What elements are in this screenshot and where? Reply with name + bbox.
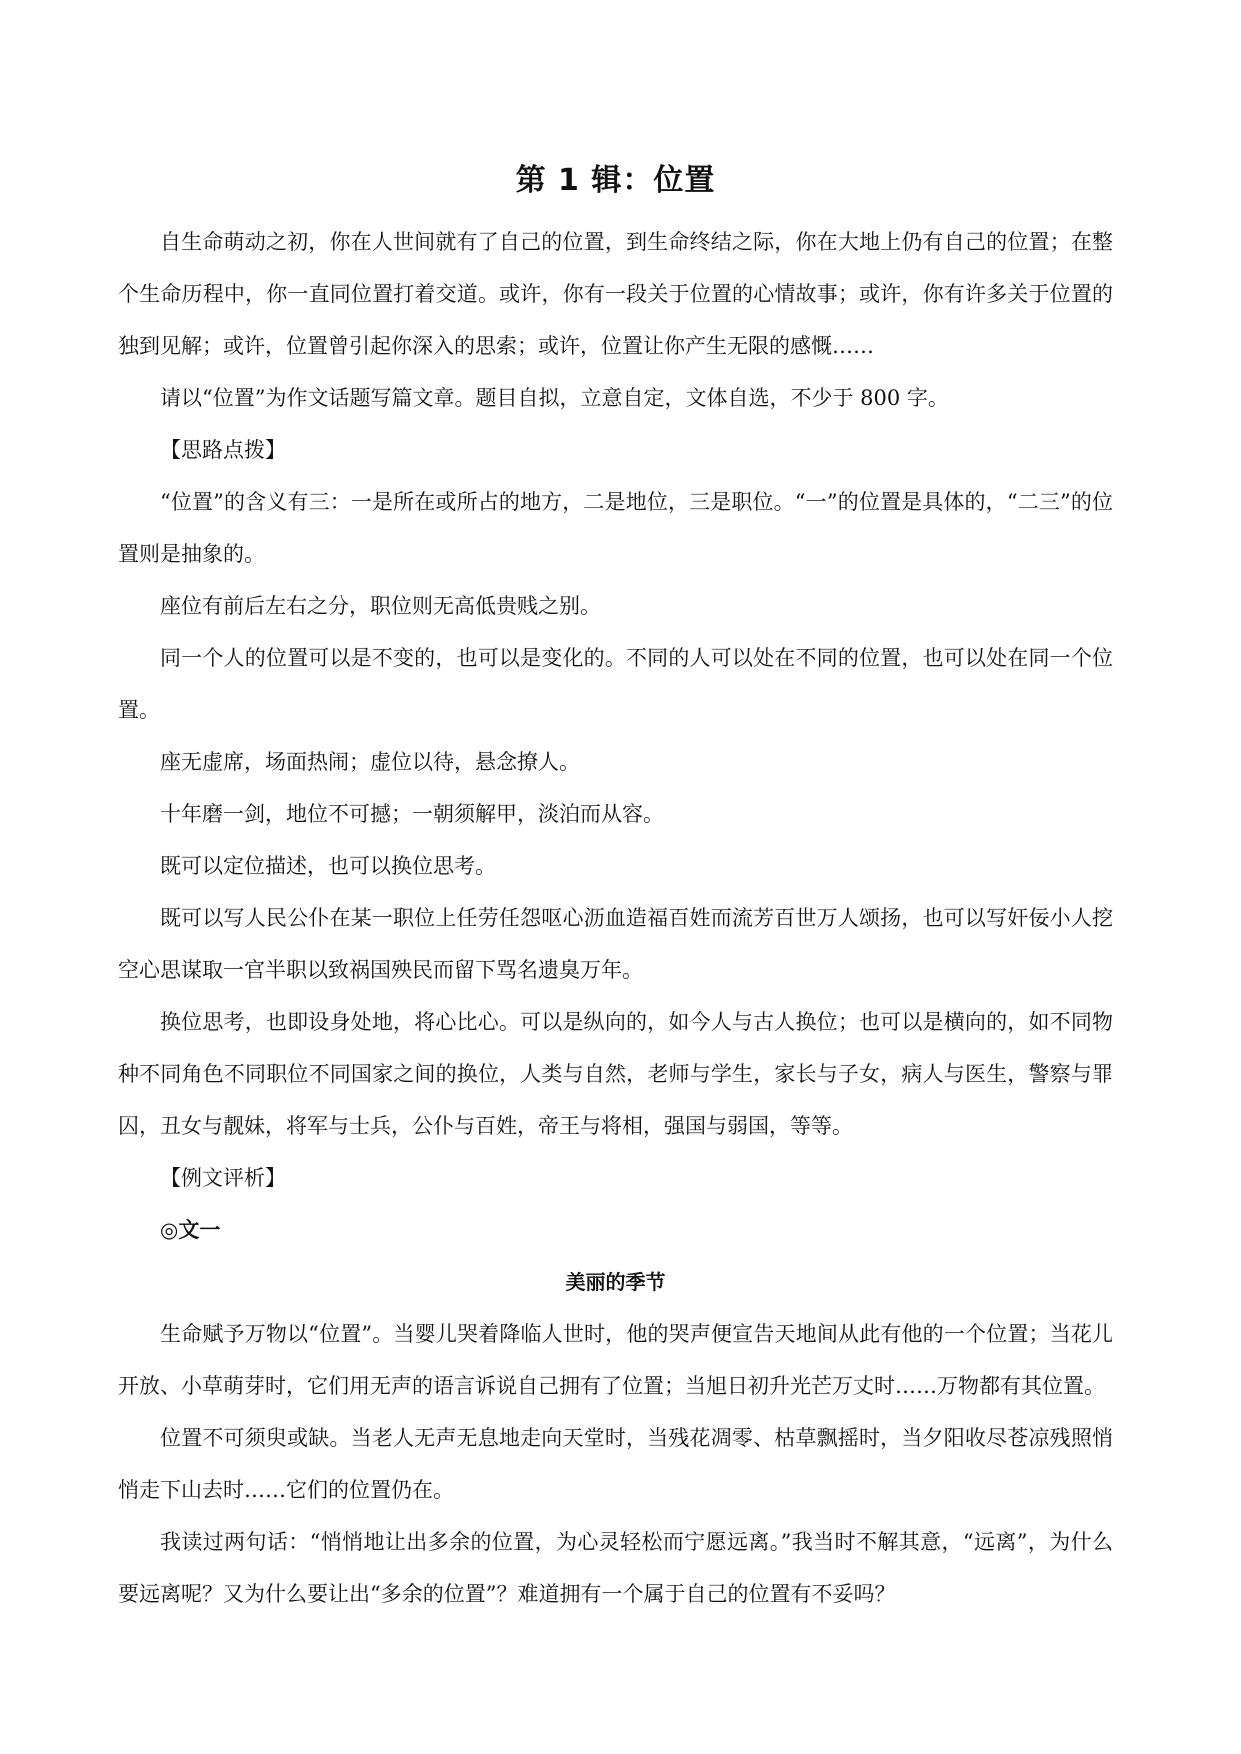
section-heading-hints: 【思路点拨】 xyxy=(160,438,286,462)
prompt-paragraph: 请以“位置”为作文话题写篇文章。题目自拟，立意自定，文体自选，不少于 800 字。 xyxy=(160,386,949,410)
section-heading-examples: 【例文评析】 xyxy=(160,1166,286,1190)
prompt-paragraph: 自生命萌动之初，你在人世间就有了自己的位置，到生命终结之际，你在大地上仍有自己的位置；在整个生命历程中，你一直同位置打着交道。或许，你有一段关于位置的心情故事；或许，你有许多关于位置的独到见解；或许，位置曾引起你深入的思索；或许，位置让你产生无限的感慨…… xyxy=(118,230,1113,358)
hint-paragraph: 换位思考，也即设身处地，将心比心。可以是纵向的，如今人与古人换位；也可以是横向的，如不同物种不同角色不同职位不同国家之间的换位，人类与自然，老师与学生，家长与子女，病人与医生，警察与罪囚，丑女与靓妹，将军与士兵，公仆与百姓，帝王与将相，强国与弱国，等等。 xyxy=(118,1010,1113,1138)
hint-paragraph: 既可以定位描述，也可以换位思考。 xyxy=(160,854,496,878)
essay-paragraph: 我读过两句话：“悄悄地让出多余的位置，为心灵轻松而宁愿远离。”我当时不解其意，“远离”，为什么要远离呢？又为什么要让出“多余的位置”？难道拥有一个属于自己的位置有不妥吗？ xyxy=(118,1530,1113,1606)
essay-paragraph: 生命赋予万物以“位置”。当婴儿哭着降临人世时，他的哭声便宣告天地间从此有他的一个位置；当花儿开放、小草萌芽时，它们用无声的语言诉说自己拥有了位置；当旭日初升光芒万丈时……万物都有其位置。 xyxy=(118,1322,1113,1398)
hint-paragraph: 既可以写人民公仆在某一职位上任劳任怨呕心沥血造福百姓而流芳百世万人颂扬，也可以写奸佞小人挖空心思谋取一官半职以致祸国殃民而留下骂名遗臭万年。 xyxy=(118,906,1113,982)
page-title: 第 1 辑：位置 xyxy=(515,163,716,198)
essay-label: ◎文一 xyxy=(160,1218,221,1242)
hint-paragraph: 同一个人的位置可以是不变的，也可以是变化的。不同的人可以处在不同的位置，也可以处在同一个位置。 xyxy=(118,646,1113,722)
essay-title: 美丽的季节 xyxy=(565,1270,666,1294)
hint-paragraph: 座位有前后左右之分，职位则无高低贵贱之别。 xyxy=(160,594,601,618)
essay-paragraph: 位置不可须臾或缺。当老人无声无息地走向天堂时，当残花凋零、枯草飘摇时，当夕阳收尽苍凉残照悄悄走下山去时……它们的位置仍在。 xyxy=(118,1426,1113,1502)
hint-paragraph: “位置”的含义有三：一是所在或所占的地方，二是地位，三是职位。“一”的位置是具体的，“二三”的位置则是抽象的。 xyxy=(118,490,1113,566)
hint-paragraph: 座无虚席，场面热闹；虚位以待，悬念撩人。 xyxy=(160,750,580,774)
hint-paragraph: 十年磨一剑，地位不可撼；一朝须解甲，淡泊而从容。 xyxy=(160,802,664,826)
